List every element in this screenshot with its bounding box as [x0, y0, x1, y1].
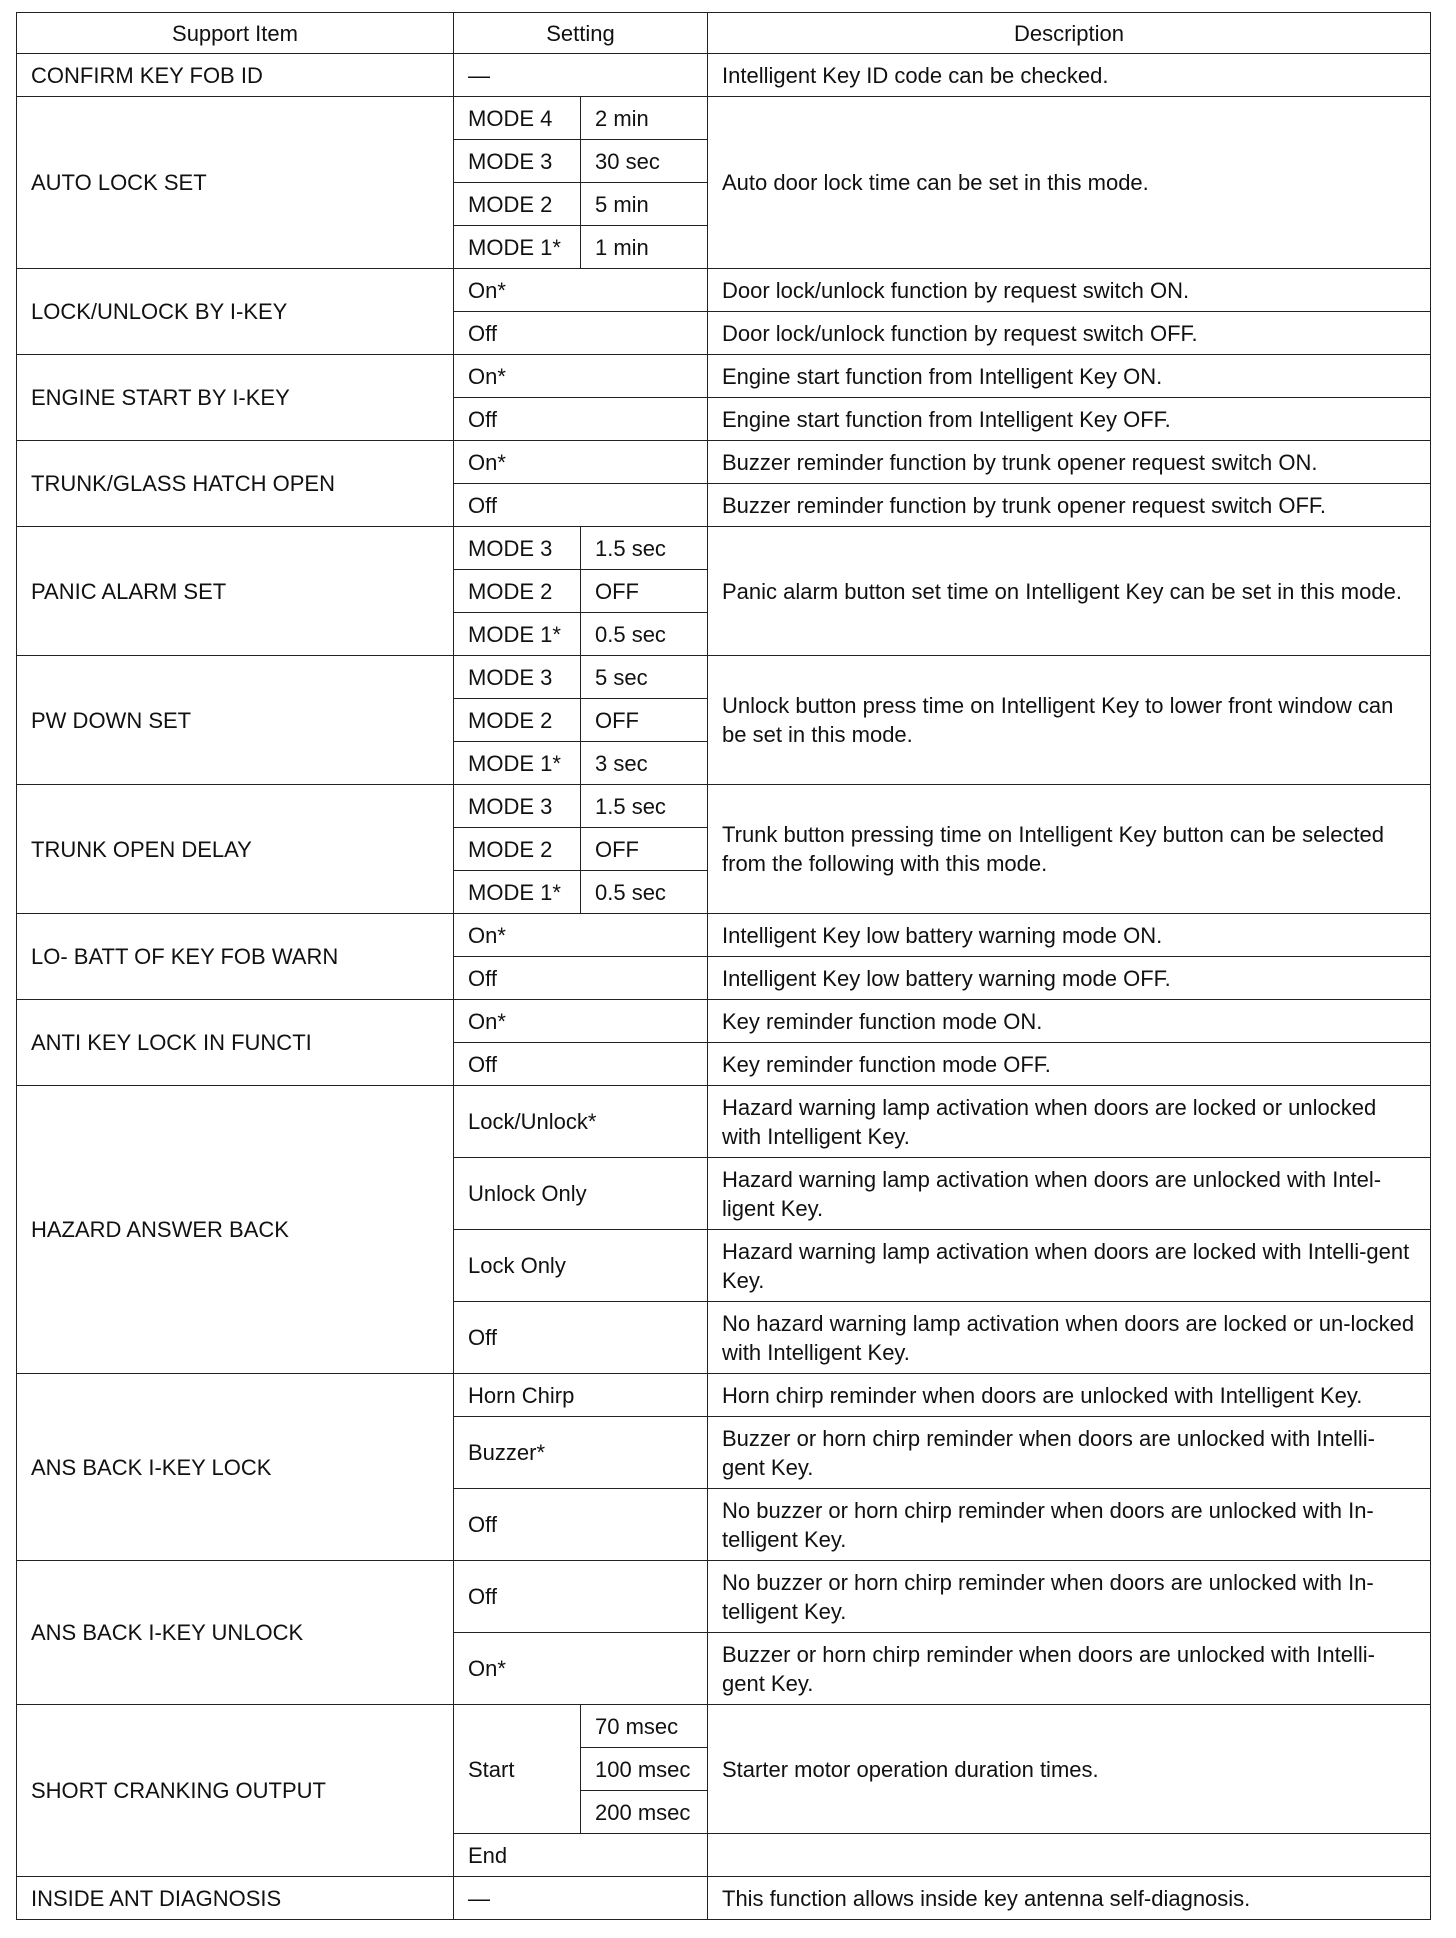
mode-value-cell: 1.5 sec	[581, 527, 708, 570]
table-row	[17, 1000, 1431, 1043]
mode-value-cell: 3 sec	[581, 742, 708, 785]
support-item-cell: CONFIRM KEY FOB ID	[17, 54, 454, 97]
setting-cell: Off	[454, 312, 708, 355]
table-row	[17, 1705, 1431, 1748]
description-cell: Panic alarm button set time on Intelligent Key can be set in this mode.	[708, 527, 1431, 656]
table-row	[17, 441, 1431, 484]
mode-value-cell: 5 sec	[581, 656, 708, 699]
support-table-page	[16, 12, 1430, 1920]
description-cell: Intelligent Key low battery warning mode OFF.	[708, 957, 1431, 1000]
setting-cell: On*	[454, 1633, 708, 1705]
setting-cell: Horn Chirp	[454, 1374, 708, 1417]
description-cell: Auto door lock time can be set in this mode.	[708, 97, 1431, 269]
support-item-cell: HAZARD ANSWER BACK	[17, 1086, 454, 1374]
setting-cell: On*	[454, 355, 708, 398]
setting-cell: Unlock Only	[454, 1158, 708, 1230]
mode-value-cell: 0.5 sec	[581, 871, 708, 914]
mode-value-cell: 1 min	[581, 226, 708, 269]
description-cell: No hazard warning lamp activation when doors are locked or un-locked with Intelligent Key.	[708, 1302, 1431, 1374]
description-cell: Door lock/unlock function by request switch ON.	[708, 269, 1431, 312]
mode-cell: MODE 2	[454, 828, 581, 871]
table-row	[17, 1877, 1431, 1920]
mode-value-cell: 30 sec	[581, 140, 708, 183]
setting-cell: Off	[454, 398, 708, 441]
support-item-cell: LOCK/UNLOCK BY I-KEY	[17, 269, 454, 355]
description-cell: Hazard warning lamp activation when doors are unlocked with Intel-ligent Key.	[708, 1158, 1431, 1230]
mode-value-cell: 200 msec	[581, 1791, 708, 1834]
mode-value-cell: 2 min	[581, 97, 708, 140]
table-row	[17, 1374, 1431, 1417]
setting-cell: Buzzer*	[454, 1417, 708, 1489]
table-row	[17, 97, 1431, 140]
support-item-cell: ANS BACK I-KEY UNLOCK	[17, 1561, 454, 1705]
description-cell: Buzzer reminder function by trunk opener request switch ON.	[708, 441, 1431, 484]
description-cell: Horn chirp reminder when doors are unlocked with Intelligent Key.	[708, 1374, 1431, 1417]
support-item-cell: LO- BATT OF KEY FOB WARN	[17, 914, 454, 1000]
setting-cell: On*	[454, 914, 708, 957]
setting-cell: Lock/Unlock*	[454, 1086, 708, 1158]
header-support-item: Support Item	[17, 13, 454, 54]
support-item-table	[16, 12, 1431, 1920]
setting-cell: End	[454, 1834, 708, 1877]
table-row	[17, 527, 1431, 570]
setting-cell: Off	[454, 1043, 708, 1086]
setting-cell: Off	[454, 957, 708, 1000]
support-item-cell: SHORT CRANKING OUTPUT	[17, 1705, 454, 1877]
mode-value-cell: OFF	[581, 570, 708, 613]
setting-cell: On*	[454, 441, 708, 484]
description-cell: Engine start function from Intelligent Key ON.	[708, 355, 1431, 398]
mode-cell: MODE 2	[454, 699, 581, 742]
setting-cell: On*	[454, 1000, 708, 1043]
header-setting: Setting	[454, 13, 708, 54]
mode-cell: MODE 2	[454, 183, 581, 226]
table-row	[17, 269, 1431, 312]
header-row	[17, 13, 1431, 54]
description-cell: Starter motor operation duration times.	[708, 1705, 1431, 1834]
setting-cell: Off	[454, 1561, 708, 1633]
mode-cell: MODE 3	[454, 656, 581, 699]
description-cell: Key reminder function mode OFF.	[708, 1043, 1431, 1086]
mode-value-cell: 0.5 sec	[581, 613, 708, 656]
description-cell	[708, 1834, 1431, 1877]
header-description: Description	[708, 13, 1431, 54]
mode-cell: MODE 3	[454, 527, 581, 570]
support-item-cell: TRUNK OPEN DELAY	[17, 785, 454, 914]
description-cell: Intelligent Key low battery warning mode ON.	[708, 914, 1431, 957]
support-item-cell: ANTI KEY LOCK IN FUNCTI	[17, 1000, 454, 1086]
support-item-cell: ENGINE START BY I-KEY	[17, 355, 454, 441]
support-item-cell: TRUNK/GLASS HATCH OPEN	[17, 441, 454, 527]
description-cell: Buzzer or horn chirp reminder when doors are unlocked with Intelli-gent Key.	[708, 1417, 1431, 1489]
support-item-cell: INSIDE ANT DIAGNOSIS	[17, 1877, 454, 1920]
description-cell: Intelligent Key ID code can be checked.	[708, 54, 1431, 97]
table-row	[17, 656, 1431, 699]
table-row	[17, 355, 1431, 398]
mode-value-cell: 5 min	[581, 183, 708, 226]
setting-cell: Start	[454, 1705, 581, 1834]
mode-value-cell: OFF	[581, 828, 708, 871]
description-cell: Door lock/unlock function by request switch OFF.	[708, 312, 1431, 355]
mode-cell: MODE 1*	[454, 226, 581, 269]
description-cell: Key reminder function mode ON.	[708, 1000, 1431, 1043]
mode-value-cell: 70 msec	[581, 1705, 708, 1748]
setting-cell: Off	[454, 1302, 708, 1374]
description-cell: Hazard warning lamp activation when doors are locked with Intelli-gent Key.	[708, 1230, 1431, 1302]
mode-cell: MODE 1*	[454, 613, 581, 656]
description-cell: Engine start function from Intelligent Key OFF.	[708, 398, 1431, 441]
table-row	[17, 1086, 1431, 1158]
table-row	[17, 914, 1431, 957]
setting-cell: Lock Only	[454, 1230, 708, 1302]
setting-cell: Off	[454, 484, 708, 527]
mode-cell: MODE 1*	[454, 871, 581, 914]
setting-cell: —	[454, 1877, 708, 1920]
description-cell: This function allows inside key antenna self-diagnosis.	[708, 1877, 1431, 1920]
setting-cell: On*	[454, 269, 708, 312]
support-item-cell: ANS BACK I-KEY LOCK	[17, 1374, 454, 1561]
description-cell: Hazard warning lamp activation when doors are locked or unlocked with Intelligent Key.	[708, 1086, 1431, 1158]
description-cell: No buzzer or horn chirp reminder when doors are unlocked with In-telligent Key.	[708, 1489, 1431, 1561]
mode-value-cell: 1.5 sec	[581, 785, 708, 828]
mode-value-cell: 100 msec	[581, 1748, 708, 1791]
description-cell: Buzzer or horn chirp reminder when doors are unlocked with Intelli-gent Key.	[708, 1633, 1431, 1705]
description-cell: No buzzer or horn chirp reminder when doors are unlocked with In-telligent Key.	[708, 1561, 1431, 1633]
setting-cell: —	[454, 54, 708, 97]
mode-cell: MODE 2	[454, 570, 581, 613]
mode-cell: MODE 4	[454, 97, 581, 140]
description-cell: Trunk button pressing time on Intelligent Key button can be selected from the following with this mode.	[708, 785, 1431, 914]
mode-cell: MODE 3	[454, 785, 581, 828]
description-cell: Buzzer reminder function by trunk opener request switch OFF.	[708, 484, 1431, 527]
setting-cell: Off	[454, 1489, 708, 1561]
mode-cell: MODE 1*	[454, 742, 581, 785]
mode-cell: MODE 3	[454, 140, 581, 183]
support-item-cell: PW DOWN SET	[17, 656, 454, 785]
support-item-cell: PANIC ALARM SET	[17, 527, 454, 656]
table-row	[17, 54, 1431, 97]
table-row	[17, 1561, 1431, 1633]
support-item-cell: AUTO LOCK SET	[17, 97, 454, 269]
mode-value-cell: OFF	[581, 699, 708, 742]
description-cell: Unlock button press time on Intelligent Key to lower front window can be set in this mode.	[708, 656, 1431, 785]
table-row	[17, 785, 1431, 828]
